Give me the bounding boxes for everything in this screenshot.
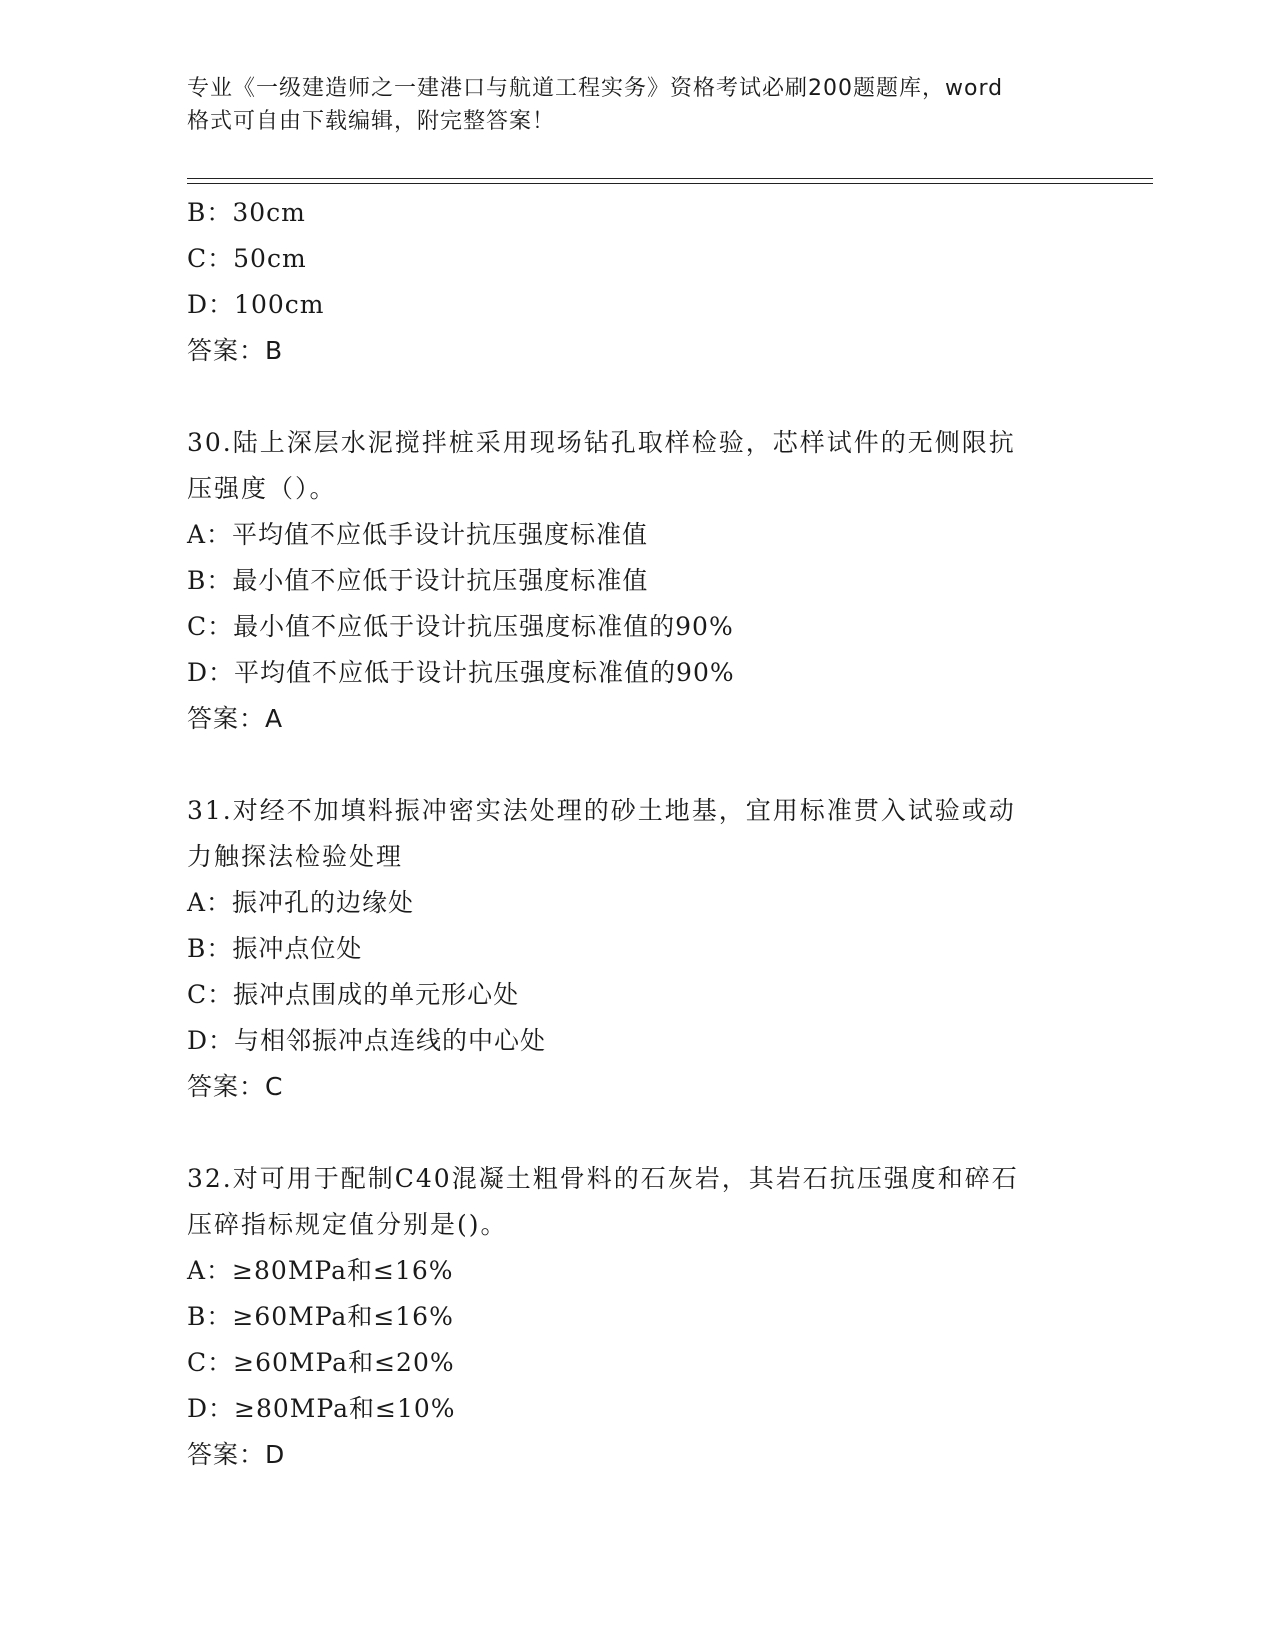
question-stem-line-1: 31.对经不加填料振冲密实法处理的砂土地基，宜用标准贯入试验或动 xyxy=(187,796,1016,825)
question-stem-line-2: 压强度（）。 xyxy=(187,474,337,503)
spacer xyxy=(187,742,1087,788)
question-stem-line-1: 30.陆上深层水泥搅拌桩采用现场钻孔取样检验，芯样试件的无侧限抗 xyxy=(187,428,1016,457)
question-block-30 xyxy=(187,420,1087,742)
header-divider-bottom xyxy=(187,183,1153,184)
question-block-partial xyxy=(187,190,1087,374)
header-line-2: 格式可自由下载编辑，附完整答案！ xyxy=(187,109,556,134)
option-a: A：振冲孔的边缘处 xyxy=(187,888,415,917)
option-a: A：≥80MPa和≤16% xyxy=(187,1256,454,1285)
answer-label: 答案：D xyxy=(187,1440,286,1469)
answer-label: 答案：A xyxy=(187,704,284,733)
question-stem-line-1: 32.对可用于配制C40混凝土粗骨料的石灰岩，其岩石抗压强度和碎石 xyxy=(187,1164,1019,1193)
header-divider-top xyxy=(187,178,1153,179)
option-b: B：≥60MPa和≤16% xyxy=(187,1302,454,1331)
question-list xyxy=(187,190,1087,1478)
option-b: B：最小值不应低于设计抗压强度标准值 xyxy=(187,566,649,595)
header-line-1: 专业《一级建造师之一建港口与航道工程实务》资格考试必刷200题题库，word xyxy=(187,76,1004,101)
option-d: D：与相邻振冲点连线的中心处 xyxy=(187,1026,547,1055)
document-header xyxy=(187,72,1067,138)
option-d: D：≥80MPa和≤10% xyxy=(187,1394,456,1423)
answer-label: 答案：B xyxy=(187,336,284,365)
option-a: A：平均值不应低手设计抗压强度标准值 xyxy=(187,520,649,549)
option-b: B：振冲点位处 xyxy=(187,934,363,963)
option-b: B：30cm xyxy=(187,198,306,227)
option-d: D：平均值不应低于设计抗压强度标准值的90% xyxy=(187,658,735,687)
option-c: C：50cm xyxy=(187,244,307,273)
spacer xyxy=(187,1110,1087,1156)
question-stem-line-2: 力触探法检验处理 xyxy=(187,842,404,871)
option-c: C：振冲点围成的单元形心处 xyxy=(187,980,520,1009)
option-c: C：最小值不应低于设计抗压强度标准值的90% xyxy=(187,612,734,641)
option-c: C：≥60MPa和≤20% xyxy=(187,1348,455,1377)
question-block-32 xyxy=(187,1156,1087,1478)
answer-label: 答案：C xyxy=(187,1072,284,1101)
spacer xyxy=(187,374,1087,420)
question-stem-line-2: 压碎指标规定值分别是()。 xyxy=(187,1210,508,1239)
question-block-31 xyxy=(187,788,1087,1110)
option-d: D：100cm xyxy=(187,290,325,319)
